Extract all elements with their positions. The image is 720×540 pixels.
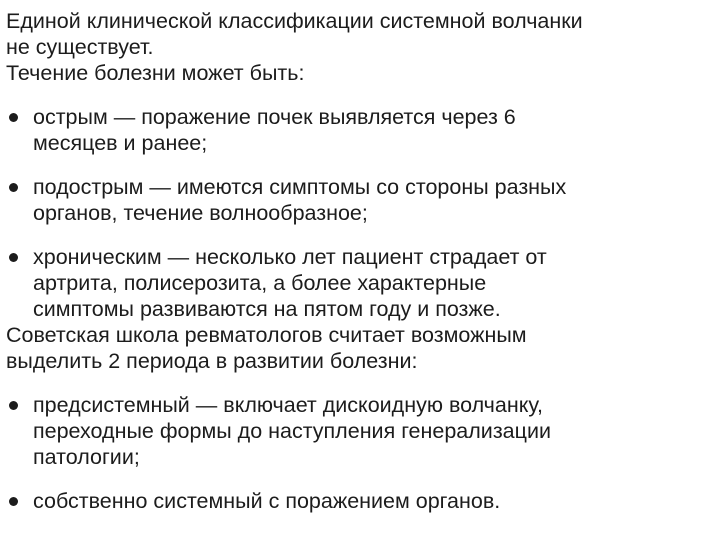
bullet-text: собственно системный с поражением органов. bbox=[33, 489, 501, 513]
soviet-school-paragraph bbox=[6, 322, 706, 374]
periods-list bbox=[6, 392, 706, 514]
bullet-icon bbox=[9, 497, 18, 506]
bullet-icon bbox=[9, 113, 18, 122]
bullet-text: симптомы развиваются на пятом году и позже. bbox=[33, 297, 501, 321]
bullet-text: патологии; bbox=[33, 445, 140, 469]
bullet-text: переходные формы до наступления генерализации bbox=[33, 419, 551, 443]
list-item-systemic bbox=[6, 488, 706, 514]
bullet-text: органов, течение волнообразное; bbox=[33, 201, 368, 225]
intro-line: Течение болезни может быть: bbox=[6, 61, 305, 85]
intro-line: не существует. bbox=[6, 35, 154, 59]
course-types-list bbox=[6, 104, 706, 322]
bullet-icon bbox=[9, 401, 18, 410]
list-item-presystemic bbox=[6, 392, 706, 470]
list-item-acute bbox=[6, 104, 706, 156]
bullet-text: месяцев и ранее; bbox=[33, 131, 208, 155]
paragraph-line: выделить 2 периода в развитии болезни: bbox=[6, 349, 418, 373]
bullet-text: острым — поражение почек выявляется через 6 bbox=[33, 105, 516, 129]
list-item-chronic bbox=[6, 244, 706, 322]
intro-paragraph bbox=[6, 8, 706, 86]
list-item-subacute bbox=[6, 174, 706, 226]
bullet-icon bbox=[9, 183, 18, 192]
intro-line: Единой клинической классификации системной волчанки bbox=[6, 9, 583, 33]
bullet-text: артрита, полисерозита, а более характерные bbox=[33, 271, 487, 295]
bullet-text: подострым — имеются симптомы со стороны разных bbox=[33, 175, 567, 199]
bullet-icon bbox=[9, 253, 18, 262]
bullet-text: хроническим — несколько лет пациент страдает от bbox=[33, 245, 547, 269]
paragraph-line: Советская школа ревматологов считает возможным bbox=[6, 323, 527, 347]
bullet-text: предсистемный — включает дискоидную волчанку, bbox=[33, 393, 543, 417]
